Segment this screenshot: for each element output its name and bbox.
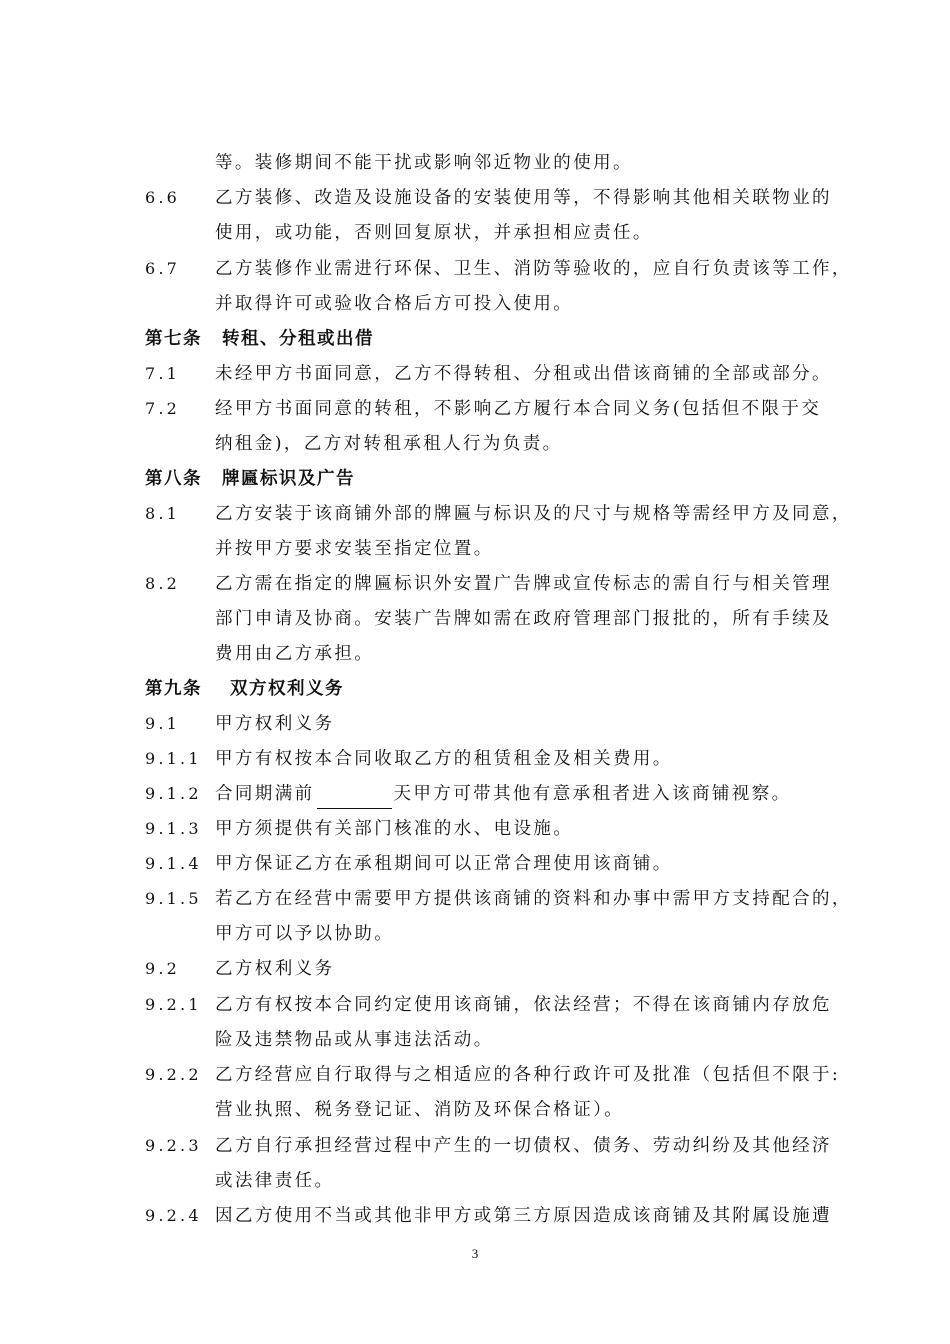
article-number: 第九条 [145,679,202,699]
line-text: 若乙方在经营中需要甲方提供该商铺的资料和办事中需甲方支持配合的， [215,889,852,909]
page-number: 3 [471,1246,479,1261]
line-text: 甲方可以予以协助。 [215,924,395,944]
line-text: 乙方经营应自行取得与之相适应的各种行政许可及批准（包括但不限于: [215,1065,841,1085]
line-text: 经甲方书面同意的转租，不影响乙方履行本合同义务(包括但不限于交 [215,399,822,419]
line-text: 部门申请及协商。安装广告牌如需在政府管理部门报批的，所有手续及 [215,609,832,629]
article-number: 第七条 [145,329,202,349]
line-text: 甲方权利义务 [215,714,335,734]
line-text-before: 合同期满前 [215,784,315,804]
line-text: 使用，或功能，否则回复原状，并承担相应责任。 [215,223,653,243]
line-text: 乙方自行承担经营过程中产生的一切债权、债务、劳动纠纷及其他经济 [215,1136,832,1156]
clause-number: 6.6 [145,188,181,207]
clause-number: 9.1.4 [145,854,202,873]
line-text: 并取得许可或验收合格后方可投入使用。 [215,294,574,314]
line-text: 等。装修期间不能干扰或影响邻近物业的使用。 [215,153,633,173]
clause-number: 6.7 [145,259,181,278]
line-text: 乙方有权按本合同约定使用该商铺，依法经营；不得在该商铺内存放危 [215,995,832,1015]
line-text: 并按甲方要求安装至指定位置。 [215,539,494,559]
line-text: 乙方权利义务 [215,959,335,979]
clause-number: 8.2 [145,574,181,593]
clause-number: 9.1.3 [145,819,202,838]
clause-number: 7.1 [145,364,181,383]
clause-number: 9.2.3 [145,1136,202,1155]
line-text: 纳租金)，乙方对转租承租人行为负责。 [215,434,563,454]
line-text: 因乙方使用不当或其他非甲方或第三方原因造成该商铺及其附属设施遭 [215,1206,832,1226]
line-text: 甲方须提供有关部门核准的水、电设施。 [215,819,574,839]
line-text: 营业执照、税务登记证、消防及环保合格证）。 [215,1100,625,1120]
line-text: 甲方有权按本合同收取乙方的租赁租金及相关费用。 [215,749,673,769]
clause-number: 8.1 [145,504,181,523]
line-text: 未经甲方书面同意，乙方不得转租、分租或出借该商铺的全部或部分。 [215,364,832,384]
article-number: 第八条 [145,469,202,489]
clause-number: 9.2.4 [145,1206,202,1225]
article-title: 双方权利义务 [230,679,344,699]
clause-number: 9.2 [145,959,181,978]
line-text: 费用由乙方承担。 [215,644,375,664]
line-text: 或法律责任。 [215,1171,335,1191]
clause-number: 7.2 [145,399,181,418]
line-text: 乙方安装于该商铺外部的牌匾与标识及的尺寸与规格等需经甲方及同意， [215,504,852,524]
line-text: 险及违禁物品或从事违法活动。 [215,1030,494,1050]
clause-number: 9.1.5 [145,889,202,908]
line-text: 乙方装修、改造及设施设备的安装使用等，不得影响其他相关联物业的 [215,188,832,208]
article-title: 牌匾标识及广告 [222,469,355,489]
clause-number: 9.1 [145,714,181,733]
fill-in-blank [317,789,392,809]
line-text [215,779,792,809]
line-text: 乙方需在指定的牌匾标识外安置广告牌或宣传标志的需自行与相关管理 [215,574,832,594]
clause-number: 9.2.1 [145,995,202,1014]
clause-number: 9.1.1 [145,749,202,768]
article-title: 转租、分租或出借 [222,329,374,349]
clause-number: 9.2.2 [145,1065,202,1084]
line-text: 甲方保证乙方在承租期间可以正常合理使用该商铺。 [215,854,673,874]
line-text-after: 天甲方可带其他有意承租者进入该商铺视察。 [393,784,792,804]
line-text: 乙方装修作业需进行环保、卫生、消防等验收的，应自行负责该等工作， [215,259,852,279]
clause-number: 9.1.2 [145,784,202,803]
